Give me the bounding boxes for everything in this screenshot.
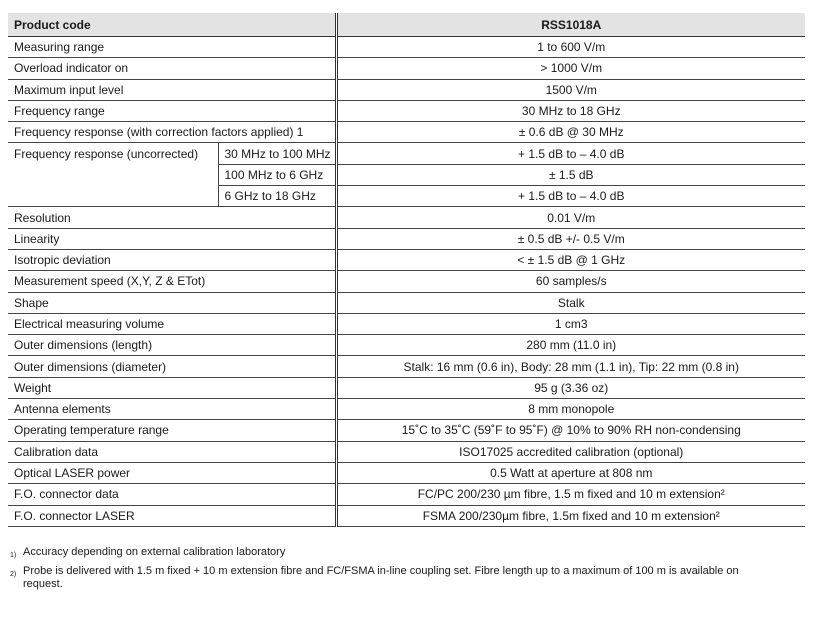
- row-label: F.O. connector data: [8, 484, 336, 505]
- table-row: [8, 505, 805, 526]
- row-value: 1500 V/m: [336, 79, 805, 100]
- table-row: [8, 356, 805, 377]
- row-value: 8 mm monopole: [336, 399, 805, 420]
- footnote-2: [10, 565, 770, 591]
- table-row: [8, 143, 805, 164]
- row-label: Operating temperature range: [8, 420, 336, 441]
- row-value: Stalk: [336, 292, 805, 313]
- row-label-empty: [8, 186, 218, 207]
- row-value: > 1000 V/m: [336, 58, 805, 79]
- row-value: 95 g (3.36 oz): [336, 377, 805, 398]
- band-range: 100 MHz to 6 GHz: [218, 164, 336, 185]
- row-label: Optical LASER power: [8, 462, 336, 483]
- row-value: Stalk: 16 mm (0.6 in), Body: 28 mm (1.1 in), Tip: 22 mm (0.8 in): [336, 356, 805, 377]
- band-range: 30 MHz to 100 MHz: [218, 143, 336, 164]
- row-value: 15˚C to 35˚C (59˚F to 95˚F) @ 10% to 90% RH non-condensing: [336, 420, 805, 441]
- row-value: + 1.5 dB to – 4.0 dB: [336, 143, 805, 164]
- row-value: ± 0.6 dB @ 30 MHz: [336, 122, 805, 143]
- table-row: [8, 249, 805, 270]
- row-value: ± 0.5 dB +/- 0.5 V/m: [336, 228, 805, 249]
- table-row: [8, 58, 805, 79]
- table-row: [8, 420, 805, 441]
- row-value: 0.01 V/m: [336, 207, 805, 228]
- row-label: Isotropic deviation: [8, 249, 336, 270]
- row-label: Frequency range: [8, 100, 336, 121]
- row-value: 1 to 600 V/m: [336, 37, 805, 58]
- table-row: [8, 100, 805, 121]
- row-label: Overload indicator on: [8, 58, 336, 79]
- footnote-mark: 1): [10, 552, 17, 559]
- row-value: ± 1.5 dB: [336, 164, 805, 185]
- spec-table-body: [8, 37, 805, 527]
- table-row: [8, 79, 805, 100]
- table-row: [8, 228, 805, 249]
- table-row: [8, 399, 805, 420]
- table-row: [8, 335, 805, 356]
- row-label: Resolution: [8, 207, 336, 228]
- row-label: Outer dimensions (diameter): [8, 356, 336, 377]
- row-value: 280 mm (11.0 in): [336, 335, 805, 356]
- table-row: [8, 292, 805, 313]
- footnote-text: Accuracy depending on external calibration laboratory: [23, 546, 286, 558]
- row-value: 0.5 Watt at aperture at 808 nm: [336, 462, 805, 483]
- table-row: [8, 377, 805, 398]
- row-label-empty: [8, 164, 218, 185]
- row-label: Frequency response (uncorrected): [14, 146, 199, 161]
- table-row: [8, 271, 805, 292]
- row-label: Outer dimensions (length): [8, 335, 336, 356]
- row-label: Linearity: [8, 228, 336, 249]
- row-value: < ± 1.5 dB @ 1 GHz: [336, 249, 805, 270]
- row-value: ISO17025 accredited calibration (optional): [336, 441, 805, 462]
- table-row: [8, 37, 805, 58]
- table-row: [8, 122, 805, 143]
- row-label: F.O. connector LASER: [8, 505, 336, 526]
- table-row: [8, 484, 805, 505]
- footnote-mark: 2): [10, 571, 17, 578]
- row-label: Measurement speed (X,Y, Z & ETot): [8, 271, 336, 292]
- table-row: [8, 462, 805, 483]
- row-value: 60 samples/s: [336, 271, 805, 292]
- table-row: [8, 313, 805, 334]
- row-value: FC/PC 200/230 µm fibre, 1.5 m fixed and 10 m extension²: [336, 484, 805, 505]
- row-label: Electrical measuring volume: [8, 313, 336, 334]
- row-value: + 1.5 dB to – 4.0 dB: [336, 186, 805, 207]
- row-value: 30 MHz to 18 GHz: [336, 100, 805, 121]
- row-label: Shape: [8, 292, 336, 313]
- table-row: [8, 164, 805, 185]
- row-label: Antenna elements: [8, 399, 336, 420]
- row-label: Frequency response (with correction factors applied) 1: [8, 122, 336, 143]
- table-row: [8, 207, 805, 228]
- row-label: Measuring range: [8, 37, 336, 58]
- table-row: [8, 441, 805, 462]
- footnotes: [10, 546, 770, 594]
- footnote-1: [10, 546, 770, 562]
- band-range: 6 GHz to 18 GHz: [218, 186, 336, 207]
- header-label: Product code: [8, 13, 336, 37]
- spec-table: [8, 13, 805, 527]
- table-header-row: [8, 13, 805, 37]
- row-value: 1 cm3: [336, 313, 805, 334]
- header-value: RSS1018A: [336, 13, 805, 37]
- row-value: FSMA 200/230µm fibre, 1.5m fixed and 10 m extension²: [336, 505, 805, 526]
- row-label: Maximum input level: [8, 79, 336, 100]
- table-row: [8, 186, 805, 207]
- row-label: Calibration data: [8, 441, 336, 462]
- footnote-text: Probe is delivered with 1.5 m fixed + 10 m extension fibre and FC/FSMA in-line coupling set. Fibre length up to a maximum of 100 m is available on request.: [23, 565, 739, 590]
- row-label: Weight: [8, 377, 336, 398]
